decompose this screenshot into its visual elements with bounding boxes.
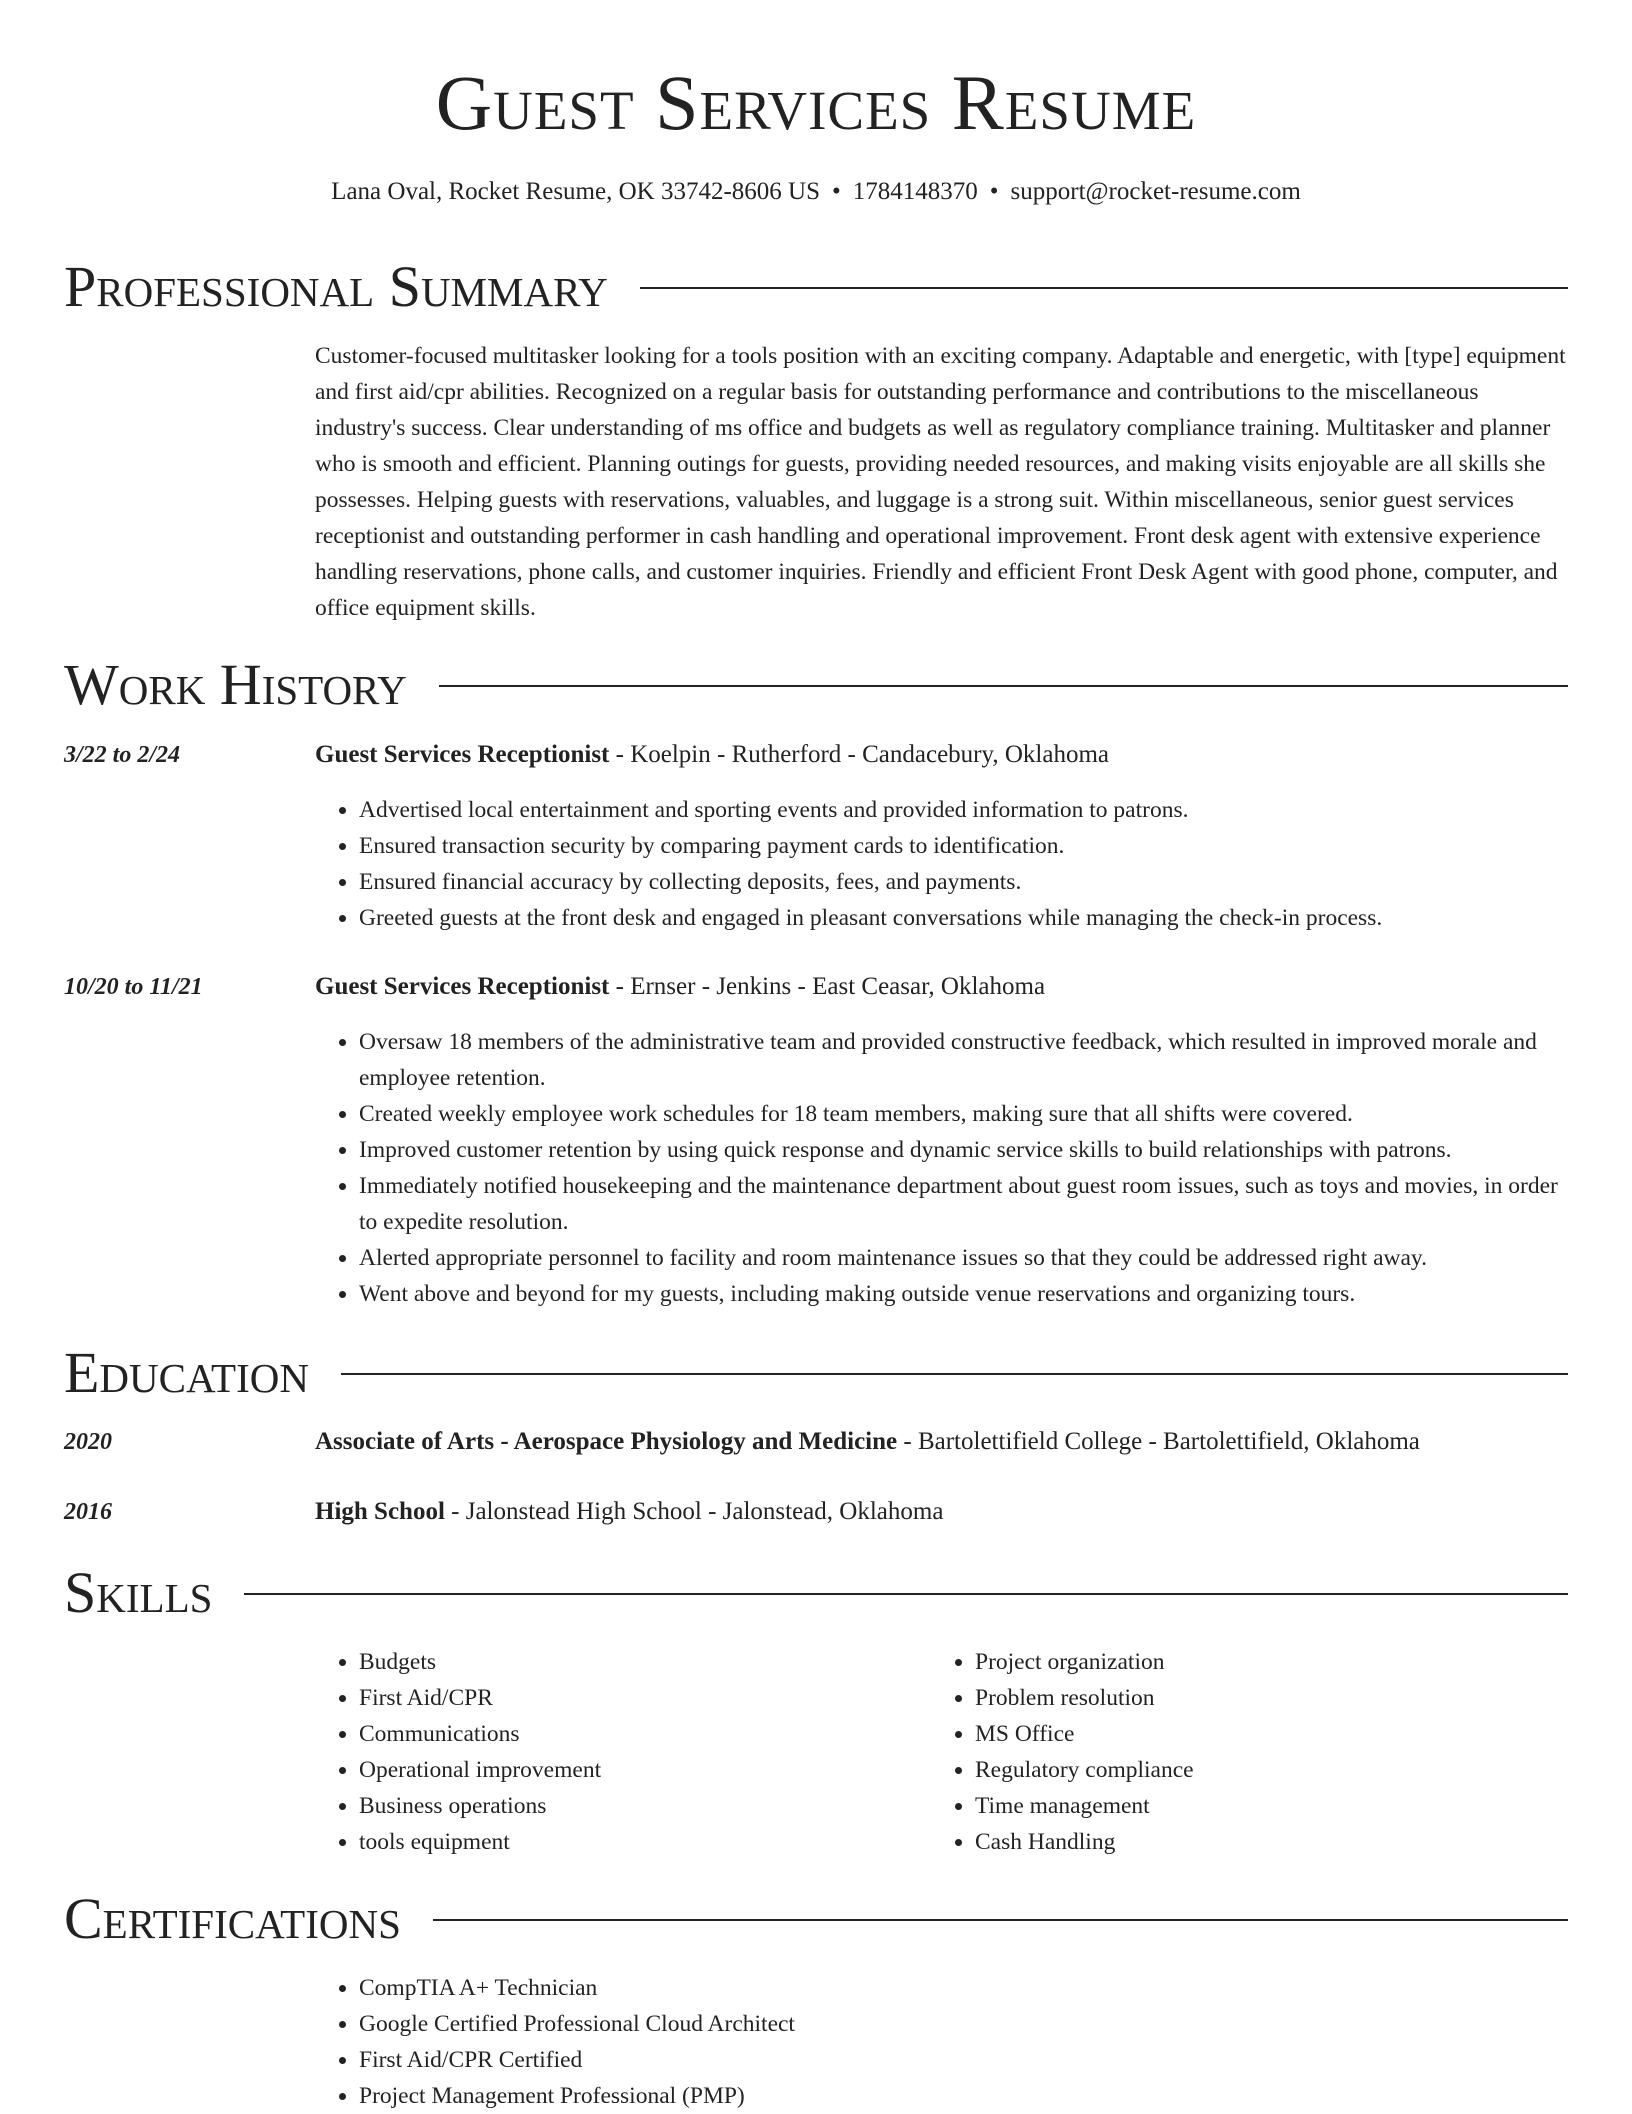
job-dates: 3/22 to 2/24 (64, 742, 181, 768)
certification-item: • CompTIA A+ Technician (359, 1970, 1568, 2006)
section-header-skills (64, 1558, 1568, 1628)
job-bullet: • Greeted guests at the front desk and engaged in pleasant conversations while managing the check-in process. (359, 900, 1568, 936)
certification-item: • Project Management Professional (PMP) (359, 2078, 1568, 2114)
job-bullet: • Oversaw 18 members of the administrative team and provided constructive feedback, which resulted in improved morale and employee retention. (359, 1024, 1568, 1096)
education-details: - Bartolettifield College - Bartolettifield, Oklahoma (897, 1428, 1420, 1455)
skill-item: • tools equipment (359, 1824, 875, 1860)
education-degree: High School (315, 1498, 445, 1525)
contact-separator: • (989, 178, 999, 205)
certification-item: • Google Certified Professional Cloud Architect (359, 2006, 1568, 2042)
section-divider (433, 1919, 1568, 1921)
section-header-education (64, 1338, 1568, 1408)
section-divider (439, 685, 1568, 687)
job-bullet: • Created weekly employee work schedules for 18 team members, making sure that all shifts were covered. (359, 1096, 1568, 1132)
job-bullets (315, 792, 1568, 936)
certifications-list (315, 1970, 1568, 2114)
skills-list-right (931, 1644, 1491, 1860)
section-title-education: Education (64, 1340, 309, 1405)
skills-list-left (315, 1644, 875, 1860)
skill-item: • Cash Handling (975, 1824, 1491, 1860)
skill-item: • Regulatory compliance (975, 1752, 1491, 1788)
education-year: 2016 (64, 1499, 112, 1525)
job-bullet: • Ensured financial accuracy by collecting deposits, fees, and payments. (359, 864, 1568, 900)
skill-item: • First Aid/CPR (359, 1680, 875, 1716)
skill-item: • Time management (975, 1788, 1491, 1824)
job-bullet: • Improved customer retention by using quick response and dynamic service skills to build relationships with patrons. (359, 1132, 1568, 1168)
section-divider (640, 287, 1568, 289)
section-divider (244, 1593, 1568, 1595)
skill-item: • Project organization (975, 1644, 1491, 1680)
job-details: - Koelpin - Rutherford - Candacebury, Oklahoma (609, 741, 1109, 768)
contact-address: Lana Oval, Rocket Resume, OK 33742-8606 US (331, 178, 820, 205)
contact-line (0, 174, 1632, 210)
skill-item: • Budgets (359, 1644, 875, 1680)
job-title: Guest Services Receptionist (315, 741, 610, 768)
skill-item: • Operational improvement (359, 1752, 875, 1788)
job-bullet: • Immediately notified housekeeping and the maintenance department about guest room issues, such as toys and movies, in order to expedite resolution. (359, 1168, 1568, 1240)
job-heading (315, 737, 1568, 773)
section-header-work-history (64, 650, 1568, 720)
skill-item: • Problem resolution (975, 1680, 1491, 1716)
skill-item: • Business operations (359, 1788, 875, 1824)
certification-item: • First Aid/CPR Certified (359, 2042, 1568, 2078)
skill-item: • MS Office (975, 1716, 1491, 1752)
education-details: - Jalonstead High School - Jalonstead, Oklahoma (444, 1498, 944, 1525)
section-title-work-history: Work History (64, 652, 407, 717)
page-title: Guest Services Resume (435, 59, 1197, 146)
section-header-certifications (64, 1884, 1568, 1954)
section-title-certifications: Certifications (64, 1886, 401, 1951)
job-bullet: • Advertised local entertainment and sporting events and provided information to patrons. (359, 792, 1568, 828)
education-entry (315, 1424, 1568, 1460)
contact-phone: 1784148370 (852, 178, 978, 205)
job-bullets (315, 1024, 1568, 1312)
summary-text: Customer-focused multitasker looking for a tools position with an exciting company. Adaptable and energetic, with [type] equipment and first aid/cpr abilities. Recognized on a regular basis for outstanding performance and contributions to the miscellaneous industry's success. Clear understanding of ms office and budgets as well as regulatory compliance training. Multitasker and planner who is smooth and efficient. Planning outings for guests, providing needed resources, and making visits enjoyable are all skills she possesses. Helping guests with reservations, valuables, and luggage is a strong suit. Within miscellaneous, senior guest services receptionist and outstanding performer in cash handling and operational improvement. Front desk agent with extensive experience handling reservations, phone calls, and customer inquiries. Friendly and efficient Front Desk Agent with good phone, computer, and office equipment skills. (315, 343, 1566, 621)
contact-email[interactable]: support@rocket-resume.com (1010, 178, 1301, 205)
section-divider (341, 1373, 1568, 1375)
education-entry (315, 1494, 1568, 1530)
section-header-summary (64, 252, 1568, 322)
skill-item: • Communications (359, 1716, 875, 1752)
job-title: Guest Services Receptionist (315, 973, 610, 1000)
education-year: 2020 (64, 1429, 112, 1455)
job-bullet: • Alerted appropriate personnel to facility and room maintenance issues so that they could be addressed right away. (359, 1240, 1568, 1276)
job-heading (315, 969, 1568, 1005)
section-title-skills: Skills (64, 1560, 213, 1625)
job-bullet: • Went above and beyond for my guests, including making outside venue reservations and organizing tours. (359, 1276, 1568, 1312)
section-title-summary: Professional Summary (64, 254, 608, 319)
job-details: - Ernser - Jenkins - East Ceasar, Oklahoma (609, 973, 1046, 1000)
contact-separator: • (831, 178, 841, 205)
job-dates: 10/20 to 11/21 (64, 974, 203, 1000)
education-degree: Associate of Arts - Aerospace Physiology and Medicine (315, 1428, 898, 1455)
job-bullet: • Ensured transaction security by comparing payment cards to identification. (359, 828, 1568, 864)
